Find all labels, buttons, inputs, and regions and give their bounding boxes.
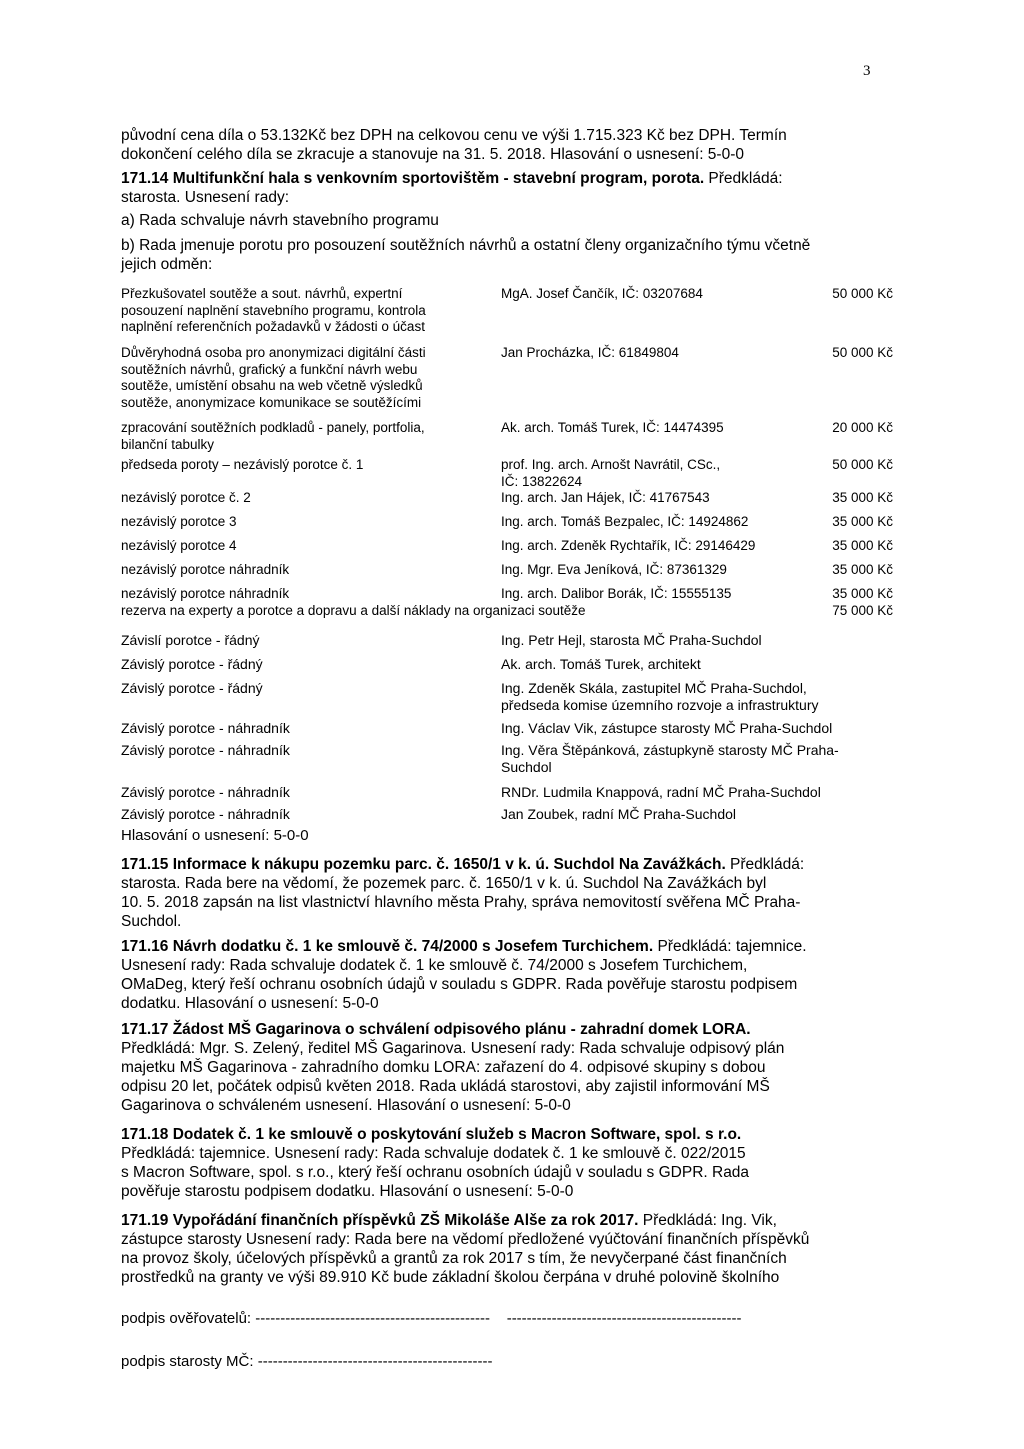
- fee-amount: 50 000 Kč: [832, 286, 893, 301]
- committee-member-line: Ak. arch. Tomáš Turek, architekt: [501, 656, 701, 672]
- fee-person-line: MgA. Josef Čančík, IČ: 03207684: [501, 286, 703, 301]
- committee-role: Závislý porotce - řádný: [121, 680, 263, 696]
- committee-member: [501, 656, 901, 673]
- fee-amount: 50 000 Kč: [832, 345, 893, 360]
- item-171-15-line: Suchdol.: [121, 913, 182, 930]
- fee-role-line: soutěže, anonymizace komunikace se soutěžícími: [121, 394, 422, 410]
- committee-member-line: Ing. Zdeněk Skála, zastupitel MČ Praha-Suchdol,: [501, 680, 807, 696]
- item-heading-tail: Předkládá:: [704, 170, 783, 187]
- fee-person-line: Ak. arch. Tomáš Turek, IČ: 14474395: [501, 420, 724, 435]
- item-171-18-line: Předkládá: tajemnice. Usnesení rady: Rada schvaluje dodatek č. 1 ke smlouvě č. 022/2015: [121, 1145, 746, 1162]
- committee-member: [501, 806, 901, 823]
- fee-person-line: Ing. arch. Jan Hájek, IČ: 41767543: [501, 490, 710, 505]
- fee-role: [121, 490, 499, 507]
- fee-role: [121, 538, 499, 555]
- fee-person: [501, 562, 791, 579]
- fee-person-line: Ing. arch. Dalibor Borák, IČ: 15555135: [501, 586, 732, 601]
- fee-role-line: posouzení naplnění stavebního programu, kontrola: [121, 302, 426, 318]
- item-171-17-heading: [121, 1020, 903, 1039]
- committee-role: Závislí porotce - řádný: [121, 632, 260, 648]
- fee-person: [501, 586, 791, 603]
- fee-role: [121, 514, 499, 531]
- fee-person-line: Ing. arch. Zdeněk Rychtařík, IČ: 29146429: [501, 538, 756, 553]
- reserve-fee: 75 000 Kč: [832, 603, 893, 618]
- fee-amount: 35 000 Kč: [832, 538, 893, 553]
- fee-person: [501, 457, 791, 490]
- item-171-18-line: pověřuje starostu podpisem dodatku. Hlasování o usnesení: 5-0-0: [121, 1183, 574, 1200]
- fee-role: [121, 345, 499, 411]
- item-171-19-line: prostředků na granty ve výši 89.910 Kč bude základní školou čerpána v druhé polovině školního: [121, 1269, 780, 1286]
- item-heading-tail: Předkládá: tajemnice.: [653, 938, 807, 955]
- committee-member-line: Ing. Petr Hejl, starosta MČ Praha-Suchdol: [501, 632, 762, 648]
- committee-member-line: Suchdol: [501, 758, 552, 775]
- fee-person: [501, 514, 791, 531]
- fee-role-line: bilanční tabulky: [121, 436, 215, 452]
- item-171-16-line: Usnesení rady: Rada schvaluje dodatek č. 1 ke smlouvě č. 74/2000 s Josefem Turchichem,: [121, 957, 748, 974]
- item-171-19-line: zástupce starosty Usnesení rady: Rada bere na vědomí předložené vyúčtování finančních příspěvků: [121, 1231, 810, 1248]
- item-171-16-heading: [121, 937, 903, 956]
- committee-role: Závislý porotce - řádný: [121, 656, 263, 672]
- fee-role-line: soutěžních návrhů, grafický a funkční návrh webu: [121, 361, 418, 377]
- page-number: 3: [863, 63, 871, 79]
- fee-role-line: zpracování soutěžních podkladů - panely, portfolia,: [121, 420, 425, 435]
- committee-role: Závislý porotce - náhradník: [121, 720, 290, 736]
- committee-role: Závislý porotce - náhradník: [121, 784, 290, 800]
- vote-171-14: Hlasování o usnesení: 5-0-0: [121, 827, 309, 844]
- fee-person-line: Ing. arch. Tomáš Bezpalec, IČ: 14924862: [501, 514, 749, 529]
- intro-line-1: původní cena díla o 53.132Kč bez DPH na celkovou cenu ve výši 1.715.323 Kč bez DPH. Termín: [121, 127, 787, 144]
- committee-member-line: Ing. Václav Vik, zástupce starosty MČ Praha-Suchdol: [501, 720, 833, 736]
- item-171-15-line: starosta. Rada bere na vědomí, že pozemek parc. č. 1650/1 v k. ú. Suchdol Na Zavážkách byl: [121, 875, 767, 892]
- item-171-14-point-b-1: b) Rada jmenuje porotu pro posouzení soutěžních návrhů a ostatní členy organizačního týmu včetně: [121, 237, 811, 254]
- item-171-17-line: Předkládá: Mgr. S. Zelený, ředitel MŠ Gagarinova. Usnesení rady: Rada schvaluje odpisový plán: [121, 1040, 785, 1057]
- fee-role-line: soutěže, umístění obsahu na web včetně výsledků: [121, 378, 423, 393]
- fee-role: [121, 457, 499, 474]
- fee-role-line: nezávislý porotce náhradník: [121, 586, 290, 601]
- item-heading-text: 171.17 Žádost MŠ Gagarinova o schválení odpisového plánu - zahradní domek LORA.: [121, 1021, 751, 1038]
- item-heading-tail: Předkládá:: [725, 856, 805, 873]
- fee-amount: 35 000 Kč: [832, 586, 893, 601]
- fee-role: [121, 420, 499, 453]
- item-171-16-line: dodatku. Hlasování o usnesení: 5-0-0: [121, 995, 379, 1012]
- committee-member: [501, 632, 901, 649]
- item-171-19-line: na provoz školy, účelových příspěvků a grantů za rok 2017 s tím, že nevyčerpané část finančních: [121, 1250, 787, 1267]
- item-heading-text: 171.19 Vypořádání finančních příspěvků ZŠ Mikoláše Alše za rok 2017.: [121, 1212, 639, 1229]
- item-heading-text: 171.16 Návrh dodatku č. 1 ke smlouvě č. 74/2000 s Josefem Turchichem.: [121, 938, 654, 955]
- signature-mayor: podpis starosty MČ: -----------------------------------------------: [121, 1353, 493, 1370]
- item-171-17-line: odpisu 20 let, počátek odpisů květen 2018. Rada ukládá starostovi, aby zajistil informování MŠ: [121, 1078, 770, 1095]
- fee-amount: 35 000 Kč: [832, 514, 893, 529]
- fee-person: [501, 345, 791, 362]
- item-171-15-line: 10. 5. 2018 zapsán na list vlastnictví hlavního města Prahy, správa nemovitostí svěřena MČ Praha-: [121, 894, 801, 911]
- fee-role-line: naplnění referenčních požadavků v žádosti o účast: [121, 319, 425, 334]
- item-heading-text: 171.18 Dodatek č. 1 ke smlouvě o poskytování služeb s Macron Software, spol. s r.o.: [121, 1126, 742, 1143]
- fee-amount: 35 000 Kč: [832, 490, 893, 505]
- fee-role-line: nezávislý porotce č. 2: [121, 490, 251, 505]
- fee-role-line: předseda poroty – nezávislý porotce č. 1: [121, 457, 364, 472]
- signature-verifiers: podpis ověřovatelů: ----------------------------------------------- -----------------------------------------------: [121, 1310, 742, 1327]
- fee-role-line: nezávislý porotce 3: [121, 514, 237, 529]
- item-171-16-line: OMaDeg, který řeší ochranu osobních údajů v souladu s GDPR. Rada pověřuje starostu podpisem: [121, 976, 798, 993]
- item-171-14-line-2: starosta. Usnesení rady:: [121, 189, 289, 206]
- item-171-18-heading: [121, 1125, 903, 1144]
- committee-member-line: Jan Zoubek, radní MČ Praha-Suchdol: [501, 806, 737, 822]
- reserve-text: rezerva na experty a porotce a dopravu a další náklady na organizaci soutěže: [121, 603, 586, 618]
- fee-amount: 50 000 Kč: [832, 457, 893, 472]
- committee-member: [501, 680, 901, 713]
- fee-person-line: Jan Procházka, IČ: 61849804: [501, 345, 679, 360]
- committee-member-line: předseda komise územního rozvoje a infrastruktury: [501, 696, 819, 713]
- item-171-17-line: Gagarinova o schváleném usnesení. Hlasování o usnesení: 5-0-0: [121, 1097, 571, 1114]
- intro-line-2: dokončení celého díla se zkracuje a stanovuje na 31. 5. 2018. Hlasování o usnesení: 5-0-0: [121, 146, 744, 163]
- fee-person: [501, 538, 791, 555]
- fee-role-line: nezávislý porotce 4: [121, 538, 237, 553]
- fee-role-line: Důvěryhodná osoba pro anonymizaci digitální části: [121, 345, 426, 360]
- fee-person: [501, 420, 791, 437]
- committee-member: [501, 720, 901, 737]
- item-heading-text: 171.15 Informace k nákupu pozemku parc. č. 1650/1 v k. ú. Suchdol Na Zavážkách.: [121, 856, 726, 873]
- committee-member: [501, 784, 901, 801]
- fee-amount: 20 000 Kč: [832, 420, 893, 435]
- committee-role: Závislý porotce - náhradník: [121, 806, 290, 822]
- item-171-19-heading: [121, 1211, 903, 1230]
- fee-role: [121, 286, 499, 336]
- item-heading-tail: Předkládá: Ing. Vik,: [638, 1212, 777, 1229]
- item-171-17-line: majetku MŠ Gagarinova - zahradního domku LORA: zařazení do 4. odpisové skupiny s dobou: [121, 1059, 766, 1076]
- item-171-15-heading: [121, 855, 903, 874]
- fee-person: [501, 490, 791, 507]
- committee-member: [501, 742, 901, 775]
- fee-amount: 35 000 Kč: [832, 562, 893, 577]
- item-171-14-point-b-2: jejich odměn:: [121, 256, 213, 273]
- fee-person-line: Ing. Mgr. Eva Jeníková, IČ: 87361329: [501, 562, 727, 577]
- fee-role: [121, 562, 499, 579]
- item-171-14-heading: [121, 169, 903, 188]
- fee-person-line: IČ: 13822624: [501, 473, 583, 489]
- fee-role: [121, 586, 499, 603]
- committee-member-line: RNDr. Ludmila Knappová, radní MČ Praha-Suchdol: [501, 784, 821, 800]
- fee-person-line: prof. Ing. arch. Arnošt Navrátil, CSc.,: [501, 457, 721, 472]
- committee-role: Závislý porotce - náhradník: [121, 742, 290, 758]
- item-171-18-line: s Macron Software, spol. s r.o., který řeší ochranu osobních údajů v souladu s GDPR. Rada: [121, 1164, 750, 1181]
- item-heading-text: 171.14 Multifunkční hala s venkovním sportovištěm - stavební program, porota.: [121, 170, 705, 187]
- committee-member-line: Ing. Věra Štěpánková, zástupkyně starosty MČ Praha-: [501, 742, 839, 758]
- fee-role-line: nezávislý porotce náhradník: [121, 562, 290, 577]
- fee-person: [501, 286, 791, 303]
- fee-role-line: Přezkušovatel soutěže a sout. návrhů, expertní: [121, 286, 403, 301]
- item-171-14-point-a: a) Rada schvaluje návrh stavebního programu: [121, 212, 439, 229]
